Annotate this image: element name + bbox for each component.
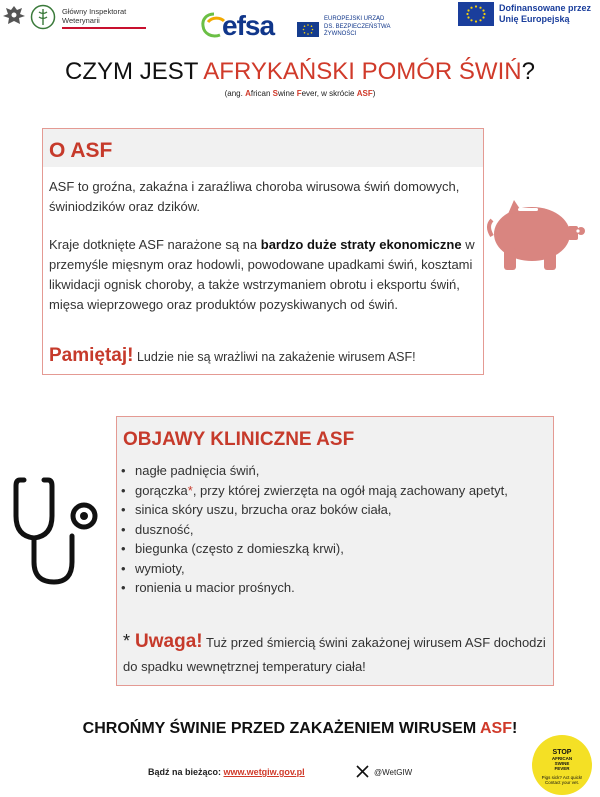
x-logo-icon[interactable] xyxy=(356,765,369,778)
eu-flag-icon xyxy=(458,2,494,26)
about-asf-heading: O ASF xyxy=(49,139,113,162)
eagle-emblem-icon xyxy=(2,4,26,30)
svg-text:efsa: efsa xyxy=(222,10,275,41)
page-title: CZYM JEST AFRYKAŃSKI POMÓR ŚWIŃ? xyxy=(65,58,535,85)
about-asf-paragraph-2: Kraje dotknięte ASF narażone są na bardzo duże straty ekonomiczne w przemyśle mięsnym oraz hodowli, powodowane upadkami świń, kosztami likwidacji ognisk choroby, a także wstrzymaniem obrotu i eksportu świń, mięsa wieprzowego oraz produktów pozyskiwanych od świń. xyxy=(49,237,475,312)
eu-funding-text: Dofinansowane przez Unię Europejską xyxy=(499,3,592,24)
symptoms-heading: OBJAWY KLINICZNE ASF xyxy=(123,429,355,450)
stop-asf-badge xyxy=(532,735,592,795)
warning-note: * Uwaga! Tuż przed śmiercią świni zakażonej wirusem ASF dochodzi do spadku wewnętrznej temperatury ciała! xyxy=(123,631,546,674)
website-link[interactable]: www.wetgiw.gov.pl xyxy=(223,767,305,777)
x-handle[interactable]: @WetGIW xyxy=(374,768,413,777)
list-item: • duszność, xyxy=(121,520,551,540)
list-item: • nagłe padnięcia świń, xyxy=(121,461,551,481)
about-asf-box xyxy=(42,128,484,375)
stethoscope-icon xyxy=(10,472,104,592)
badge-subtext: Pigs sick? Act quick! Contact your vet. xyxy=(541,775,583,786)
remember-note: Pamiętaj! Ludzie nie są wrażliwi na zakażenie wirusem ASF! xyxy=(49,345,416,366)
giw-underline xyxy=(62,27,146,29)
efsa-logo xyxy=(200,8,296,48)
efsa-full-name: EUROPEJSKI URZĄD DS. BEZPIECZEŃSTWA ŻYWNOŚCI xyxy=(324,16,391,37)
badge-title: STOP AFRICAN SWINE FEVER xyxy=(551,749,573,771)
stay-informed: Bądź na bieżąco: www.wetgiw.gov.pl xyxy=(148,767,305,777)
list-item: • wymioty, xyxy=(121,559,551,579)
symptoms-list xyxy=(121,461,551,598)
list-item: • biegunka (często z domieszką krwi), xyxy=(121,539,551,559)
efsa-wordmark-icon xyxy=(200,8,296,42)
giw-name: Główny Inspektorat Weterynarii xyxy=(62,7,127,25)
remember-label: Pamiętaj! xyxy=(49,345,134,366)
eu-flag-small-icon xyxy=(297,22,319,37)
slogan: CHROŃMY ŚWINIE PRZED ZAKAŻENIEM WIRUSEM ASF! xyxy=(82,720,518,737)
pig-icon xyxy=(486,196,590,274)
giw-emblem-icon xyxy=(30,4,56,30)
symptoms-box xyxy=(116,416,554,686)
page-subtitle: (ang. African Swine Fever, w skrócie ASF) xyxy=(224,89,376,98)
warning-label: Uwaga! xyxy=(135,631,203,652)
about-asf-paragraph-1: ASF to groźna, zakaźna i zaraźliwa choroba wirusowa świń domowych, świniodzików oraz dzików. xyxy=(49,179,460,214)
list-item: • ronienia u macior prośnych. xyxy=(121,578,551,598)
list-item: • gorączka*, przy której zwierzęta na ogół mają zachowany apetyt, xyxy=(121,481,551,501)
list-item: • sinica skóry uszu, brzucha oraz boków ciała, xyxy=(121,500,551,520)
